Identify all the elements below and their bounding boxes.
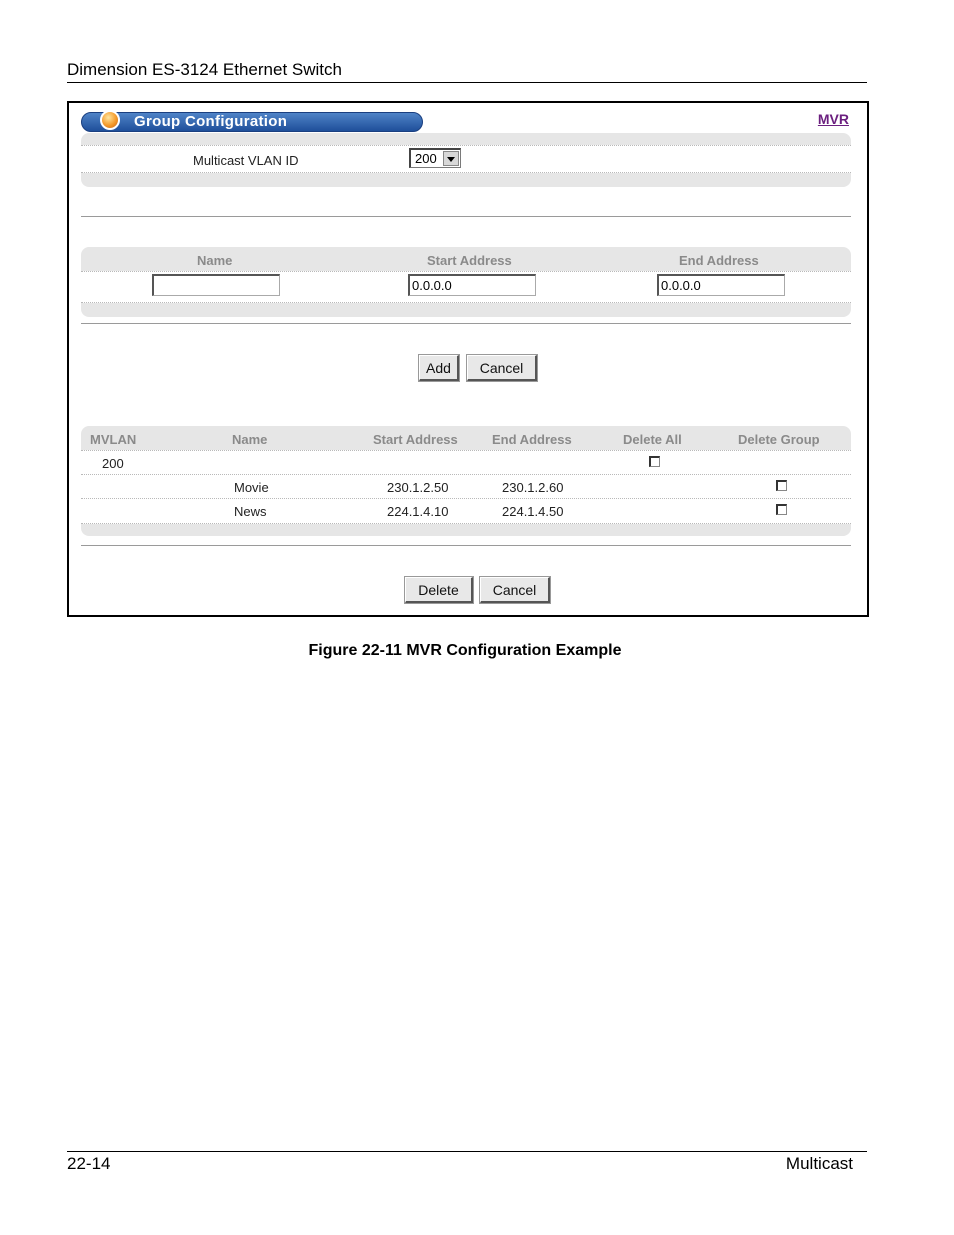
delete-group-checkbox[interactable] xyxy=(776,480,787,491)
cancel-button[interactable]: Cancel xyxy=(480,577,550,603)
col-start-address: Start Address xyxy=(373,432,458,447)
table-row xyxy=(81,450,851,476)
mvlan-value: 200 xyxy=(102,456,124,471)
document-header: Dimension ES-3124 Ethernet Switch xyxy=(67,60,342,79)
page-title: Group Configuration xyxy=(134,113,288,130)
header-name: Name xyxy=(197,253,233,268)
chevron-down-icon[interactable] xyxy=(443,151,459,166)
vlan-select[interactable] xyxy=(409,148,461,168)
header-rule xyxy=(67,82,867,83)
footer-rule xyxy=(67,1151,867,1152)
title-bar xyxy=(81,112,423,132)
group-table xyxy=(81,426,851,536)
group-start-address: 230.1.2.50 xyxy=(387,480,449,495)
col-name: Name xyxy=(232,432,268,447)
delete-button[interactable]: Delete xyxy=(405,577,473,603)
screenshot-frame xyxy=(67,101,869,617)
col-delete-all: Delete All xyxy=(623,432,682,447)
section-divider xyxy=(81,545,851,546)
section-divider xyxy=(81,216,851,217)
orb-icon xyxy=(100,110,120,130)
add-form-panel xyxy=(81,247,851,317)
delete-all-checkbox[interactable] xyxy=(649,456,660,467)
end-address-input[interactable] xyxy=(657,274,785,296)
section-divider xyxy=(81,323,851,324)
vlan-label: Multicast VLAN ID xyxy=(193,153,299,168)
group-name: Movie xyxy=(234,480,269,495)
mvr-link[interactable]: MVR xyxy=(817,111,849,127)
table-row xyxy=(81,474,851,500)
cancel-button[interactable]: Cancel xyxy=(467,355,537,381)
group-start-address: 224.1.4.10 xyxy=(387,504,449,519)
col-end-address: End Address xyxy=(492,432,572,447)
table-row xyxy=(81,498,851,524)
figure-caption: Figure 22-11 MVR Configuration Example xyxy=(308,642,622,659)
header-end-address: End Address xyxy=(679,253,759,268)
header-start-address: Start Address xyxy=(427,253,512,268)
page-number: 22-14 xyxy=(67,1154,111,1173)
vlan-select-value: 200 xyxy=(415,151,437,166)
col-mvlan: MVLAN xyxy=(90,432,137,447)
vlan-panel xyxy=(81,133,851,187)
group-end-address: 230.1.2.60 xyxy=(502,480,564,495)
start-address-input[interactable] xyxy=(408,274,536,296)
add-button[interactable]: Add xyxy=(419,355,459,381)
delete-group-checkbox[interactable] xyxy=(776,504,787,515)
chapter-name: Multicast xyxy=(785,1154,853,1173)
group-end-address: 224.1.4.50 xyxy=(502,504,564,519)
group-name: News xyxy=(234,504,267,519)
col-delete-group: Delete Group xyxy=(738,432,820,447)
name-input[interactable] xyxy=(152,274,280,296)
